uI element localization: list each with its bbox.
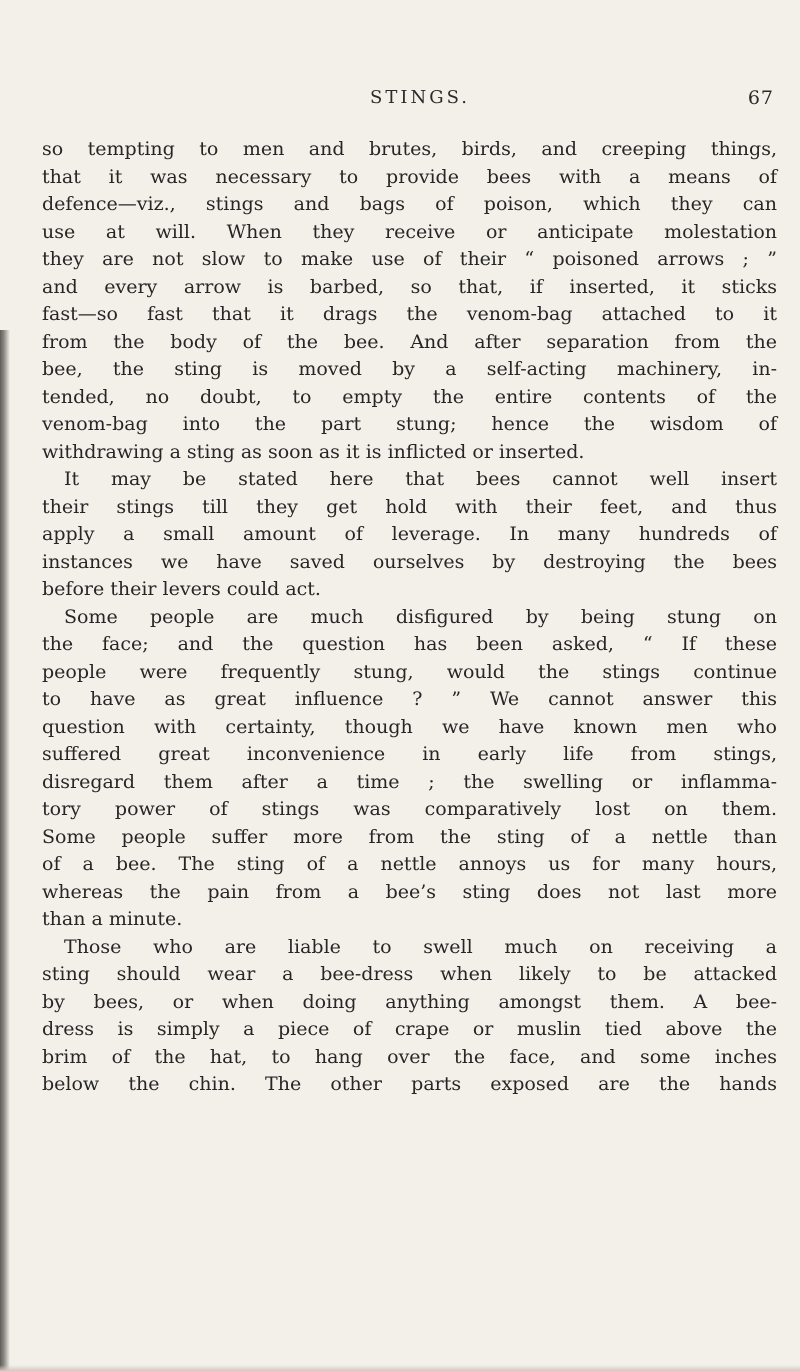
text-line: their stings till they get hold with their feet, and thus	[42, 495, 777, 518]
text-line: the face; and the question has been asked, “ If these	[42, 633, 777, 655]
text-line: suffered great inconvenience in early life from stings,	[42, 743, 777, 765]
binding-shadow	[0, 330, 10, 1371]
text-line: so tempting to men and brutes, birds, and creeping things,	[42, 138, 777, 160]
text-line: dress is simply a piece of crape or muslin tied above the	[42, 1018, 777, 1040]
body-text	[42, 136, 777, 1099]
text-line: before their levers could act.	[42, 578, 321, 600]
text-line: tended, no doubt, to empty the entire contents of the	[42, 385, 777, 408]
text-line: venom-bag into the part stung; hence the wisdom of	[42, 413, 777, 435]
text-line: from the body of the bee. And after separation from the	[42, 330, 777, 353]
text-line: Those who are liable to swell much on receiving a	[64, 935, 777, 958]
text-line: use at will. When they receive or anticipate molestation	[42, 220, 777, 243]
text-line: instances we have saved ourselves by destroying the bees	[42, 550, 777, 573]
text-line: Some people suffer more from the sting of a nettle than	[42, 825, 777, 848]
text-line: defence—viz., stings and bags of poison, which they can	[42, 193, 777, 215]
text-line: withdrawing a sting as soon as it is inflicted or inserted.	[42, 440, 585, 463]
text-line: below the chin. The other parts exposed are the hands	[42, 1073, 777, 1095]
text-line: than a minute.	[42, 908, 183, 930]
text-line: and every arrow is barbed, so that, if inserted, it sticks	[42, 275, 777, 298]
page-bottom-edge	[0, 1365, 800, 1371]
running-head	[52, 87, 788, 115]
text-line: question with certainty, though we have known men who	[42, 715, 777, 738]
text-line: by bees, or when doing anything amongst them. A bee-	[42, 990, 777, 1013]
text-line: of a bee. The sting of a nettle annoys us for many hours,	[42, 853, 777, 875]
running-title: STINGS.	[370, 87, 470, 108]
text-line: bee, the sting is moved by a self-acting machinery, in-	[42, 358, 777, 380]
text-line: they are not slow to make use of their “ poisoned arrows ; ”	[42, 248, 777, 270]
text-line: to have as great influence ? ” We cannot answer this	[42, 688, 777, 710]
text-line: that it was necessary to provide bees with a means of	[42, 165, 777, 188]
text-line: sting should wear a bee-dress when likely to be attacked	[42, 963, 777, 985]
text-line: people were frequently stung, would the stings continue	[42, 660, 777, 683]
text-line: apply a small amount of leverage. In many hundreds of	[42, 523, 777, 545]
text-line: brim of the hat, to hang over the face, and some inches	[42, 1045, 777, 1068]
text-line: disregard them after a time ; the swelling or inflamma-	[42, 770, 777, 793]
text-line: fast—so fast that it drags the venom-bag attached to it	[42, 303, 777, 325]
page-number: 67	[747, 87, 774, 109]
text-line: Some people are much disfigured by being stung on	[64, 605, 777, 628]
text-line: whereas the pain from a bee’s sting does not last more	[42, 880, 777, 903]
text-line: tory power of stings was comparatively lost on them.	[42, 798, 777, 820]
text-line: It may be stated here that bees cannot well insert	[64, 468, 777, 490]
